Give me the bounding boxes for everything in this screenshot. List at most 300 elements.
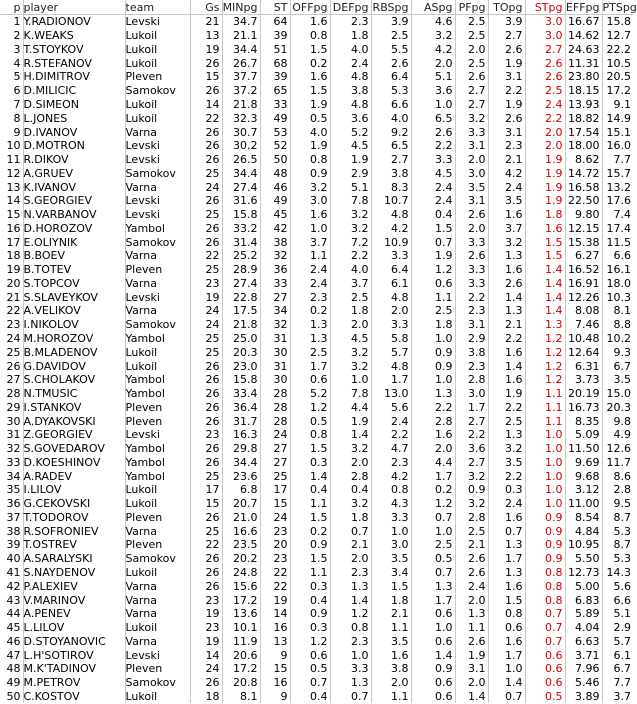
table-row: [0, 125, 633, 139]
cell-points: 20.5: [606, 70, 631, 84]
cell-personal-fouls: 2.0: [455, 43, 488, 57]
cell-efficiency: 6.63: [565, 634, 602, 648]
cell-steals-per-game: 1.5: [525, 235, 565, 249]
cell-points: 17.2: [606, 84, 631, 98]
cell-player: R.SOFRONIEV: [23, 524, 125, 538]
cell-steals-total: 32: [260, 249, 290, 263]
cell-offensive-rebounds: 0.8: [290, 428, 330, 442]
cell-assists: 1.7: [411, 469, 455, 483]
cell-assists: 1.0: [411, 332, 455, 346]
cell-player: D.STOYANOVIC: [23, 634, 125, 648]
cell-personal-fouls: 2.8: [455, 511, 488, 525]
cell-points: 8.7: [613, 510, 631, 524]
cell-games-started: 26: [190, 221, 222, 235]
cell-player: A.SARALYSKI: [23, 552, 125, 566]
cell-personal-fouls: 2.5: [455, 56, 488, 70]
cell-total-rebounds: 13.0: [371, 387, 411, 401]
cell-minutes-per-game: 15.8: [222, 208, 260, 222]
cell-offensive-rebounds: 1.6: [290, 15, 330, 29]
cell-steals-per-game: 1.9: [525, 153, 565, 167]
cell-points: 9.5: [613, 497, 631, 511]
cell-personal-fouls: 2.0: [455, 593, 488, 607]
cell-total-rebounds: 4.8: [371, 359, 411, 373]
cell-rank: 45: [0, 621, 23, 635]
cell-personal-fouls: 2.6: [455, 566, 488, 580]
cell-minutes-per-game: 28.9: [222, 263, 260, 277]
table-row: [0, 277, 633, 291]
cell-rank: 16: [0, 221, 23, 235]
table-row: [0, 387, 633, 401]
column-header-turnovers[interactable]: TOpg: [488, 0, 525, 15]
cell-turnovers: 2.2: [488, 332, 525, 346]
cell-efficiency: 4.84: [565, 524, 602, 538]
cell-personal-fouls: 3.1: [455, 139, 488, 153]
cell-turnovers: 1.6: [488, 579, 525, 593]
cell-total-rebounds: 3.8: [371, 166, 411, 180]
cell-steals-total: 68: [260, 56, 290, 70]
cell-games-started: 25: [190, 524, 222, 538]
cell-offensive-rebounds: 0.6: [290, 373, 330, 387]
cell-personal-fouls: 0.9: [455, 483, 488, 497]
cell-steals-total: 32: [260, 318, 290, 332]
cell-offensive-rebounds: 1.5: [290, 84, 330, 98]
cell-rank: 21: [0, 290, 23, 304]
cell-personal-fouls: 2.0: [455, 221, 488, 235]
cell-total-rebounds: 1.8: [371, 593, 411, 607]
cell-total-rebounds: 1.7: [371, 373, 411, 387]
cell-rank: 37: [0, 511, 23, 525]
cell-steals-total: 24: [260, 511, 290, 525]
cell-player: N.VARBANOV: [23, 208, 125, 222]
cell-points: 16.0: [606, 139, 631, 153]
cell-team: Lukoil: [125, 29, 190, 43]
cell-player: H.DIMITROV: [23, 70, 125, 84]
cell-turnovers: 2.3: [488, 139, 525, 153]
cell-offensive-rebounds: 0.8: [290, 29, 330, 43]
table-row: [0, 359, 633, 373]
cell-points: 22.2: [606, 42, 631, 56]
cell-personal-fouls: 3.2: [455, 469, 488, 483]
table-body: [0, 15, 633, 704]
cell-minutes-per-game: 32.3: [222, 111, 260, 125]
cell-minutes-per-game: 34.4: [222, 166, 260, 180]
cell-defensive-rebounds: 2.4: [330, 56, 371, 70]
cell-points: 17.6: [606, 194, 631, 208]
table-row: [0, 221, 633, 235]
cell-personal-fouls: 2.5: [455, 524, 488, 538]
cell-offensive-rebounds: 1.6: [290, 208, 330, 222]
cell-player: M.PETROV: [23, 676, 125, 690]
cell-rank: 44: [0, 607, 23, 621]
cell-points: 10.3: [606, 290, 631, 304]
cell-minutes-per-game: 16.6: [222, 524, 260, 538]
cell-steals-per-game: 1.0: [525, 456, 565, 470]
cell-turnovers: 1.6: [488, 511, 525, 525]
cell-games-started: 19: [190, 634, 222, 648]
cell-turnovers: 1.7: [488, 552, 525, 566]
cell-minutes-per-game: 15.8: [222, 373, 260, 387]
cell-player: R.DIKOV: [23, 153, 125, 167]
column-header-efficiency[interactable]: EFFpg: [565, 0, 602, 15]
cell-points: 5.3: [613, 552, 631, 566]
cell-personal-fouls: 2.5: [455, 15, 488, 29]
cell-offensive-rebounds: 0.3: [290, 579, 330, 593]
cell-player: G.CEKOVSKI: [23, 497, 125, 511]
cell-personal-fouls: 1.4: [455, 690, 488, 704]
cell-minutes-per-game: 33.4: [222, 387, 260, 401]
cell-points: 15.1: [606, 125, 631, 139]
cell-efficiency: 4.04: [565, 621, 602, 635]
cell-turnovers: 2.2: [488, 400, 525, 414]
cell-steals-total: 53: [260, 125, 290, 139]
cell-steals-total: 15: [260, 497, 290, 511]
cell-team: Lukoil: [125, 43, 190, 57]
cell-defensive-rebounds: 1.0: [330, 648, 371, 662]
cell-team: Samokov: [125, 235, 190, 249]
cell-minutes-per-game: 29.8: [222, 442, 260, 456]
cell-steals-total: 34: [260, 304, 290, 318]
table-row: [0, 208, 633, 222]
cell-steals-total: 64: [260, 15, 290, 29]
cell-defensive-rebounds: 5.1: [330, 180, 371, 194]
cell-games-started: 26: [190, 552, 222, 566]
cell-steals-per-game: 0.9: [525, 511, 565, 525]
cell-steals-total: 30: [260, 373, 290, 387]
cell-total-rebounds: 2.0: [371, 304, 411, 318]
cell-personal-fouls: 3.2: [455, 497, 488, 511]
cell-total-rebounds: 6.4: [371, 263, 411, 277]
cell-steals-per-game: 1.4: [525, 277, 565, 291]
column-header-offensive-rebounds[interactable]: OFFpg: [290, 0, 330, 15]
cell-personal-fouls: 2.0: [455, 153, 488, 167]
cell-personal-fouls: 2.6: [455, 70, 488, 84]
cell-team: Lukoil: [125, 111, 190, 125]
cell-games-started: 22: [190, 111, 222, 125]
cell-points: 12.6: [606, 442, 631, 456]
cell-steals-per-game: 1.2: [525, 359, 565, 373]
cell-rank: 8: [0, 111, 23, 125]
cell-steals-total: 52: [260, 139, 290, 153]
cell-team: Varna: [125, 579, 190, 593]
column-header-rank[interactable]: p: [0, 0, 23, 15]
cell-turnovers: 2.1: [488, 153, 525, 167]
cell-assists: 1.2: [411, 497, 455, 511]
cell-rank: 40: [0, 552, 23, 566]
cell-efficiency: 8.54: [565, 511, 602, 525]
cell-steals-per-game: 0.7: [525, 621, 565, 635]
cell-team: Levski: [125, 428, 190, 442]
cell-assists: 1.2: [411, 263, 455, 277]
cell-defensive-rebounds: 4.8: [330, 70, 371, 84]
cell-steals-per-game: 1.0: [525, 483, 565, 497]
cell-defensive-rebounds: 2.3: [330, 634, 371, 648]
cell-assists: 1.0: [411, 373, 455, 387]
cell-offensive-rebounds: 3.0: [290, 194, 330, 208]
cell-minutes-per-game: 36.4: [222, 400, 260, 414]
cell-offensive-rebounds: 0.2: [290, 304, 330, 318]
cell-team: Lukoil: [125, 98, 190, 112]
cell-team: Samokov: [125, 84, 190, 98]
cell-minutes-per-game: 21.8: [222, 318, 260, 332]
cell-turnovers: 1.6: [488, 373, 525, 387]
table-row: [0, 318, 633, 332]
cell-turnovers: 1.5: [488, 593, 525, 607]
cell-efficiency: 16.91: [565, 277, 602, 291]
cell-offensive-rebounds: 0.9: [290, 607, 330, 621]
cell-defensive-rebounds: 2.0: [330, 552, 371, 566]
cell-offensive-rebounds: 0.5: [290, 414, 330, 428]
cell-turnovers: 2.5: [488, 414, 525, 428]
cell-steals-total: 48: [260, 166, 290, 180]
cell-team: Varna: [125, 607, 190, 621]
cell-steals-per-game: 2.7: [525, 43, 565, 57]
cell-defensive-rebounds: 0.4: [330, 483, 371, 497]
cell-team: Yambol: [125, 373, 190, 387]
cell-personal-fouls: 2.9: [455, 332, 488, 346]
cell-defensive-rebounds: 0.7: [330, 524, 371, 538]
cell-offensive-rebounds: 2.3: [290, 290, 330, 304]
cell-team: Varna: [125, 249, 190, 263]
cell-defensive-rebounds: 1.8: [330, 29, 371, 43]
column-header-total-rebounds[interactable]: RBSpg: [371, 0, 411, 15]
cell-rank: 10: [0, 139, 23, 153]
cell-offensive-rebounds: 0.9: [290, 166, 330, 180]
cell-points: 5.1: [613, 607, 631, 621]
cell-total-rebounds: 2.1: [371, 607, 411, 621]
cell-efficiency: 14.62: [565, 29, 602, 43]
cell-points: 5.7: [613, 634, 631, 648]
cell-total-rebounds: 3.3: [371, 318, 411, 332]
cell-steals-per-game: 1.2: [525, 373, 565, 387]
cell-efficiency: 18.00: [565, 139, 602, 153]
cell-games-started: 14: [190, 98, 222, 112]
column-header-assists[interactable]: ASpg: [411, 0, 455, 15]
cell-offensive-rebounds: 0.3: [290, 456, 330, 470]
cell-efficiency: 12.15: [565, 221, 602, 235]
column-header-points[interactable]: PTSpg: [602, 0, 637, 14]
cell-assists: 0.6: [411, 277, 455, 291]
cell-efficiency: 5.50: [565, 552, 602, 566]
cell-efficiency: 7.96: [565, 662, 602, 676]
cell-points: 6.1: [613, 648, 631, 662]
cell-assists: 5.1: [411, 70, 455, 84]
cell-defensive-rebounds: 3.8: [330, 84, 371, 98]
cell-games-started: 26: [190, 125, 222, 139]
cell-games-started: 21: [190, 15, 222, 29]
table-row: [0, 249, 633, 263]
cell-efficiency: 11.00: [565, 497, 602, 511]
cell-team: Samokov: [125, 318, 190, 332]
cell-assists: 4.2: [411, 43, 455, 57]
cell-assists: 0.9: [411, 662, 455, 676]
cell-games-started: 15: [190, 497, 222, 511]
cell-defensive-rebounds: 2.0: [330, 318, 371, 332]
cell-team: Lukoil: [125, 690, 190, 704]
cell-points: 7.7: [613, 676, 631, 690]
cell-team: Yambol: [125, 442, 190, 456]
cell-personal-fouls: 3.3: [455, 235, 488, 249]
cell-rank: 7: [0, 98, 23, 112]
table-row: [0, 70, 633, 84]
cell-games-started: 23: [190, 593, 222, 607]
cell-personal-fouls: 3.6: [455, 442, 488, 456]
cell-games-started: 26: [190, 579, 222, 593]
table-row: [0, 304, 633, 318]
cell-assists: 2.4: [411, 194, 455, 208]
cell-defensive-rebounds: 1.8: [330, 304, 371, 318]
cell-assists: 1.0: [411, 98, 455, 112]
table-row: [0, 428, 633, 442]
cell-minutes-per-game: 30.2: [222, 139, 260, 153]
cell-steals-per-game: 1.0: [525, 428, 565, 442]
cell-points: 8.1: [613, 304, 631, 318]
cell-steals-total: 50: [260, 153, 290, 167]
cell-assists: 1.6: [411, 428, 455, 442]
cell-efficiency: 16.58: [565, 180, 602, 194]
column-header-games-started[interactable]: Gs: [190, 0, 222, 15]
cell-player: E.OLIYNIK: [23, 235, 125, 249]
table-row: [0, 676, 633, 690]
column-header-minutes-per-game[interactable]: MINpg: [222, 0, 260, 15]
cell-rank: 33: [0, 456, 23, 470]
cell-points: 10.5: [606, 56, 631, 70]
cell-steals-per-game: 2.4: [525, 98, 565, 112]
cell-total-rebounds: 1.6: [371, 648, 411, 662]
cell-player: S.GOVEDAROV: [23, 442, 125, 456]
cell-offensive-rebounds: 1.4: [290, 469, 330, 483]
cell-efficiency: 7.46: [565, 318, 602, 332]
column-header-defensive-rebounds[interactable]: DEFpg: [330, 0, 371, 15]
cell-offensive-rebounds: 1.3: [290, 332, 330, 346]
cell-steals-total: 28: [260, 387, 290, 401]
cell-games-started: 25: [190, 263, 222, 277]
column-header-player[interactable]: player: [23, 0, 125, 15]
cell-points: 9.8: [613, 414, 631, 428]
cell-rank: 3: [0, 43, 23, 57]
cell-steals-total: 33: [260, 98, 290, 112]
column-header-team[interactable]: team: [125, 0, 190, 15]
cell-points: 11.7: [606, 455, 631, 469]
cell-assists: 2.0: [411, 442, 455, 456]
cell-defensive-rebounds: 1.9: [330, 153, 371, 167]
cell-total-rebounds: 2.4: [371, 414, 411, 428]
table-row: [0, 84, 633, 98]
table-row: [0, 634, 633, 648]
cell-efficiency: 12.73: [565, 566, 602, 580]
cell-total-rebounds: 0.8: [371, 483, 411, 497]
cell-minutes-per-game: 21.1: [222, 29, 260, 43]
cell-efficiency: 10.48: [565, 332, 602, 346]
cell-total-rebounds: 4.2: [371, 469, 411, 483]
cell-assists: 0.2: [411, 483, 455, 497]
cell-defensive-rebounds: 7.2: [330, 235, 371, 249]
cell-turnovers: 2.6: [488, 277, 525, 291]
cell-personal-fouls: 3.2: [455, 111, 488, 125]
cell-total-rebounds: 5.8: [371, 332, 411, 346]
cell-efficiency: 5.09: [565, 428, 602, 442]
cell-team: Pleven: [125, 538, 190, 552]
cell-points: 12.7: [606, 29, 631, 43]
cell-steals-per-game: 1.0: [525, 469, 565, 483]
cell-turnovers: 1.9: [488, 56, 525, 70]
cell-points: 8.6: [613, 469, 631, 483]
cell-efficiency: 13.93: [565, 98, 602, 112]
cell-team: Varna: [125, 180, 190, 194]
cell-assists: 6.5: [411, 111, 455, 125]
cell-efficiency: 3.73: [565, 373, 602, 387]
column-header-steals-per-game[interactable]: STpg: [525, 0, 565, 15]
cell-defensive-rebounds: 1.3: [330, 579, 371, 593]
cell-rank: 36: [0, 497, 23, 511]
cell-rank: 47: [0, 648, 23, 662]
column-header-steals-total[interactable]: ST: [260, 0, 290, 15]
cell-defensive-rebounds: 1.3: [330, 676, 371, 690]
cell-team: Levski: [125, 15, 190, 29]
cell-defensive-rebounds: 4.8: [330, 98, 371, 112]
cell-defensive-rebounds: 3.3: [330, 662, 371, 676]
table-row: [0, 579, 633, 593]
cell-games-started: 26: [190, 56, 222, 70]
table-row: [0, 538, 633, 552]
cell-points: 15.8: [606, 15, 631, 29]
cell-minutes-per-game: 31.7: [222, 414, 260, 428]
cell-total-rebounds: 5.7: [371, 345, 411, 359]
cell-steals-per-game: 1.5: [525, 249, 565, 263]
cell-offensive-rebounds: 1.9: [290, 139, 330, 153]
cell-personal-fouls: 3.1: [455, 318, 488, 332]
cell-offensive-rebounds: 0.9: [290, 538, 330, 552]
cell-team: Yambol: [125, 221, 190, 235]
cell-steals-per-game: 0.8: [525, 579, 565, 593]
cell-offensive-rebounds: 0.3: [290, 621, 330, 635]
cell-team: Varna: [125, 593, 190, 607]
cell-steals-total: 23: [260, 524, 290, 538]
cell-defensive-rebounds: 3.2: [330, 359, 371, 373]
cell-minutes-per-game: 6.8: [222, 483, 260, 497]
cell-player: D.SIMEON: [23, 98, 125, 112]
cell-steals-total: 19: [260, 593, 290, 607]
cell-assists: 1.9: [411, 249, 455, 263]
cell-player: S.SLAVEYKOV: [23, 290, 125, 304]
cell-offensive-rebounds: 1.5: [290, 552, 330, 566]
cell-rank: 9: [0, 125, 23, 139]
cell-games-started: 25: [190, 166, 222, 180]
cell-team: Samokov: [125, 552, 190, 566]
cell-turnovers: 0.8: [488, 607, 525, 621]
cell-team: Pleven: [125, 70, 190, 84]
cell-assists: 1.1: [411, 290, 455, 304]
cell-points: 4.9: [613, 428, 631, 442]
table-row: [0, 153, 633, 167]
cell-offensive-rebounds: 0.2: [290, 56, 330, 70]
cell-total-rebounds: 2.7: [371, 153, 411, 167]
cell-efficiency: 6.83: [565, 593, 602, 607]
cell-games-started: 19: [190, 607, 222, 621]
cell-efficiency: 12.64: [565, 345, 602, 359]
cell-minutes-per-game: 34.4: [222, 43, 260, 57]
cell-personal-fouls: 3.1: [455, 662, 488, 676]
cell-rank: 30: [0, 414, 23, 428]
cell-rank: 2: [0, 29, 23, 43]
cell-offensive-rebounds: 3.7: [290, 235, 330, 249]
cell-steals-per-game: 2.6: [525, 70, 565, 84]
table-row: [0, 511, 633, 525]
column-header-personal-fouls[interactable]: PFpg: [455, 0, 488, 15]
cell-rank: 39: [0, 538, 23, 552]
cell-efficiency: 24.63: [565, 43, 602, 57]
cell-personal-fouls: 3.8: [455, 345, 488, 359]
cell-steals-total: 27: [260, 290, 290, 304]
